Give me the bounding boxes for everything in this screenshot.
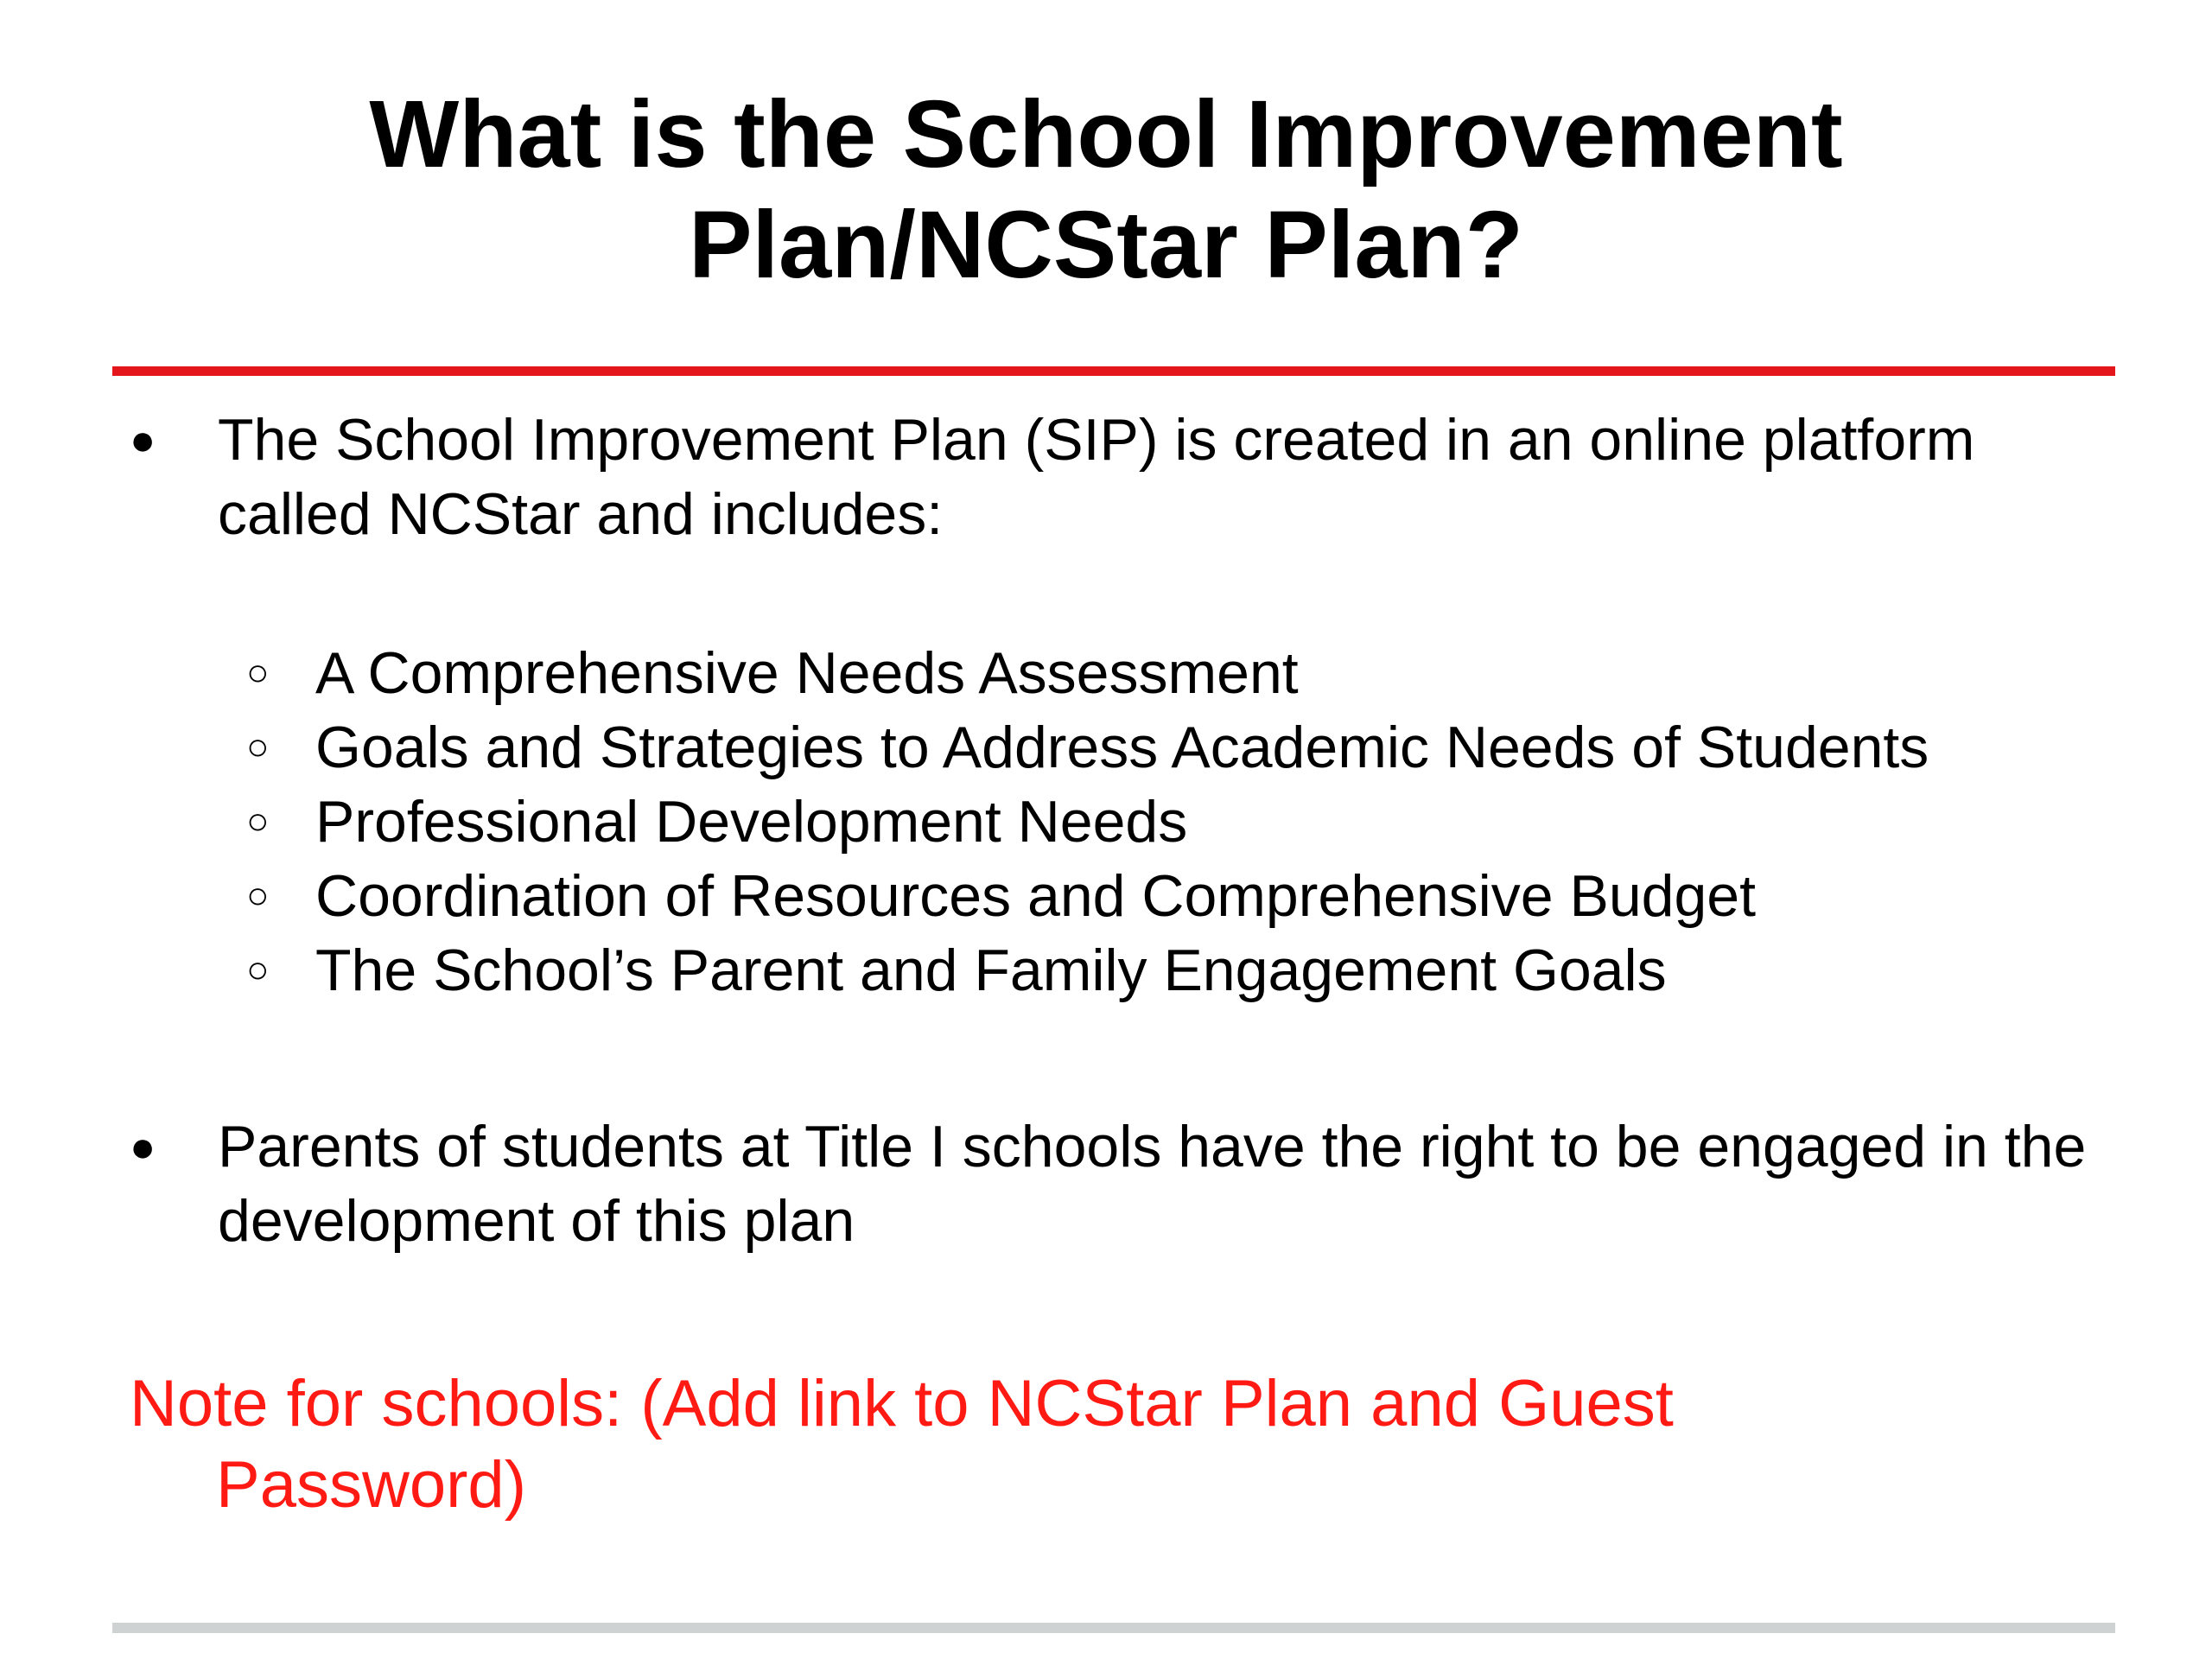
bullet-item-sip [130, 403, 2117, 551]
list-item [246, 636, 2104, 710]
bullet-text: Parents of students at Title I schools have the right to be engaged in the development of this plan [218, 1114, 2087, 1254]
list-item [246, 785, 2104, 859]
title-divider [112, 366, 2115, 376]
list-item-text: Goals and Strategies to Address Academic Needs of Students [315, 715, 1929, 780]
list-item [246, 710, 2104, 785]
bullet-dot-icon: ● [130, 1122, 156, 1171]
list-item-text: The School’s Parent and Family Engagement Goals [315, 938, 1667, 1003]
hollow-circle-bullet-icon: ○ [246, 652, 270, 694]
note-for-schools [130, 1363, 2031, 1526]
slide-title-line-2: Plan/NCStar Plan? [689, 192, 1523, 298]
footer-divider [112, 1623, 2115, 1633]
hollow-circle-bullet-icon: ○ [246, 800, 270, 842]
hollow-circle-bullet-icon: ○ [246, 949, 270, 991]
note-line-1: Note for schools: (Add link to NCStar Plan and Guest [130, 1367, 1674, 1440]
list-item [246, 859, 2104, 933]
bullet-dot-icon: ● [130, 416, 156, 464]
hollow-circle-bullet-icon: ○ [246, 874, 270, 917]
sip-components-list [246, 636, 2104, 1007]
list-item-text: Coordination of Resources and Comprehensive Budget [315, 863, 1756, 929]
list-item [246, 933, 2104, 1007]
list-item-text: Professional Development Needs [315, 789, 1188, 855]
slide-title [112, 79, 2100, 301]
note-line-2: Password) [216, 1448, 526, 1522]
hollow-circle-bullet-icon: ○ [246, 726, 270, 768]
list-item-text: A Comprehensive Needs Assessment [315, 640, 1299, 706]
bullet-text: The School Improvement Plan (SIP) is created in an online platform called NCStar and includes: [218, 407, 1975, 547]
bullet-item-parents [130, 1109, 2117, 1258]
slide-title-line-1: What is the School Improvement [369, 81, 1843, 188]
